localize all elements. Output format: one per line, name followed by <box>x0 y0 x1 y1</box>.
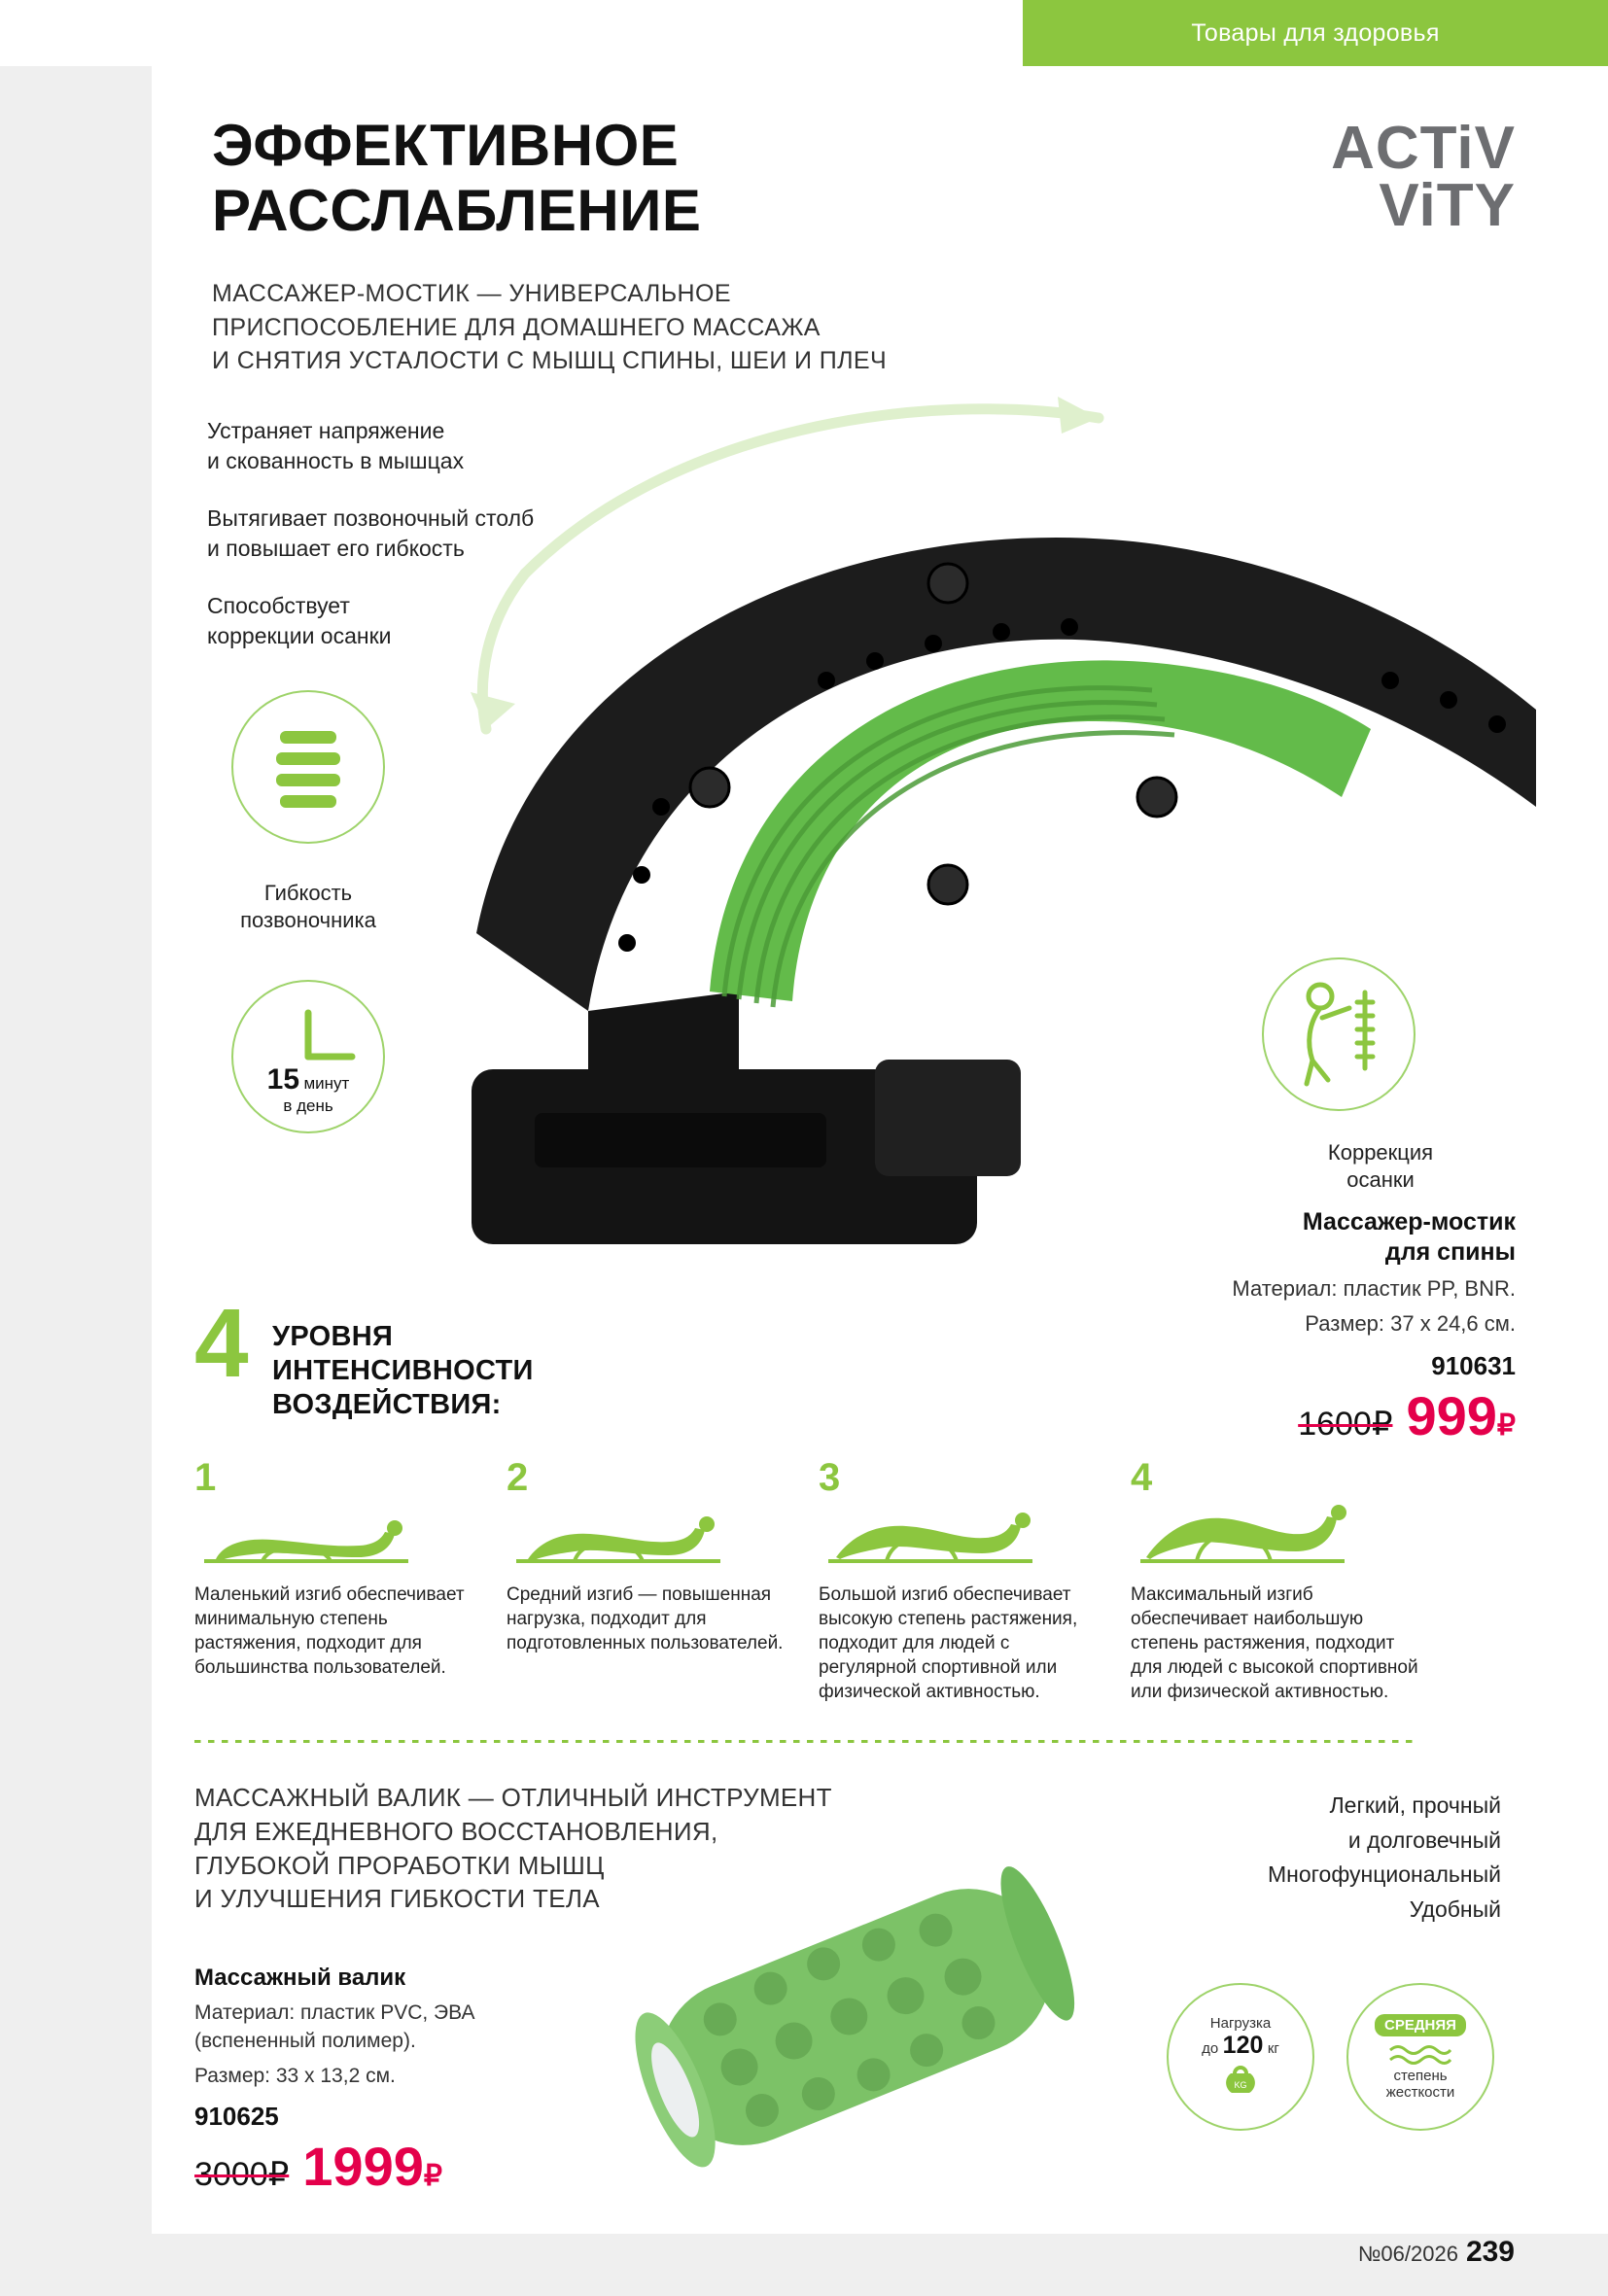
feature-item: Удобный <box>1409 1896 1501 1922</box>
currency-symbol: ₽ <box>1496 1409 1516 1443</box>
roller-product-photo <box>583 1808 1128 2226</box>
level-description: Средний изгиб — повышенная нагрузка, подходит для подготовленных пользователей. <box>507 1584 784 1654</box>
posture-correction-caption: Коррекция осанки <box>1327 1140 1434 1192</box>
brand-line-1: ACTiV <box>1331 115 1516 182</box>
roller-features <box>1093 1789 1501 1928</box>
section-divider <box>194 1740 1417 1743</box>
product-size: Размер: 37 x 24,6 см. <box>1305 1311 1516 1337</box>
product-article: 910631 <box>1431 1351 1516 1381</box>
level-number: 3 <box>819 1456 841 1499</box>
page-title <box>212 113 701 243</box>
spine-flexibility-badge <box>231 690 385 844</box>
time-period: в день <box>283 1096 333 1115</box>
new-price: 999₽ <box>1406 1385 1516 1447</box>
product-title: Массажер-мостик для спины <box>1302 1208 1516 1267</box>
time-unit: минут <box>303 1074 350 1093</box>
level-figure-icon <box>194 1499 483 1569</box>
level-description: Максимальный изгиб обеспечивает наибольшую степень растяжения, подходит для людей с высокой спортивной или физической активностью. <box>1131 1584 1418 1703</box>
benefit-item: Устраняет напряжение и скованность в мышцах <box>207 418 465 474</box>
load-capacity-badge <box>1167 1983 1314 2131</box>
category-tab: Товары для здоровья <box>1023 0 1608 66</box>
level-item <box>507 1458 795 1704</box>
subtitle-line-3: И СНЯТИЯ УСТАЛОСТИ С МЫШЦ СПИНЫ, ШЕИ И ПЛЕЧ <box>212 347 888 374</box>
product-material: Материал: пластик PP, BNR. <box>1232 1275 1516 1301</box>
product-title: Массажный валик <box>194 1965 406 1991</box>
time-value: 15 <box>266 1063 300 1096</box>
currency-symbol: ₽ <box>423 2160 442 2193</box>
issue-number: №06/2026 <box>1357 2242 1458 2266</box>
old-price: 3000₽ <box>194 2156 290 2194</box>
title-line-2: РАССЛАБЛЕНИЕ <box>212 178 702 244</box>
daily-time-badge <box>231 980 385 1133</box>
level-item <box>194 1458 483 1704</box>
subtitle-line-2: ПРИСПОСОБЛЕНИЕ ДЛЯ ДОМАШНЕГО МАССАЖА <box>212 313 821 341</box>
brand-line-2: ViTY <box>1379 171 1516 239</box>
feature-item: Многофунциональный <box>1268 1861 1501 1888</box>
page-number: 239 <box>1465 2236 1515 2268</box>
product-size: Размер: 33 x 13,2 см. <box>194 2064 396 2087</box>
level-item <box>1131 1458 1419 1704</box>
stiffness-line-1: степень <box>1393 2067 1448 2084</box>
wave-icon <box>1386 2042 1454 2068</box>
level-item <box>819 1458 1107 1704</box>
level-figure-icon <box>507 1499 795 1569</box>
level-figure-icon <box>819 1499 1107 1569</box>
price-row <box>1059 1385 1516 1447</box>
feature-item: и долговечный <box>1347 1826 1501 1853</box>
benefit-item: Вытягивает позвоночный столб и повышает его гибкость <box>207 505 535 562</box>
stiffness-line-2: жесткости <box>1385 2083 1455 2101</box>
stiffness-level: СРЕДНЯЯ <box>1375 2014 1466 2036</box>
load-unit: кг <box>1267 2040 1279 2057</box>
product-article: 910625 <box>194 2102 279 2132</box>
load-prefix: до <box>1202 2040 1219 2057</box>
levels-list <box>194 1458 1419 1704</box>
roller-heading: МАССАЖНЫЙ ВАЛИК — ОТЛИЧНЫЙ ИНСТРУМЕНТ ДЛЯ ЕЖЕДНЕВНОГО ВОССТАНОВЛЕНИЯ, ГЛУБОКОЙ ПРОРАБОТКИ МЫШЦ И УЛУЧШЕНИЯ ГИБКОСТИ ТЕЛА <box>194 1783 832 1914</box>
brand-logo <box>1331 115 1516 239</box>
posture-correction-badge <box>1262 957 1416 1111</box>
levels-heading: УРОВНЯ ИНТЕНСИВНОСТИ ВОЗДЕЙСТВИЯ: <box>272 1321 534 1420</box>
subtitle-line-1: МАССАЖЕР-МОСТИК — УНИВЕРСАЛЬНОЕ <box>212 280 731 307</box>
spine-flexibility-caption: Гибкость позвоночника <box>240 881 376 932</box>
svg-text:KG: KG <box>1234 2080 1247 2090</box>
product-info-massager <box>1059 1207 1516 1447</box>
level-number: 1 <box>194 1456 217 1499</box>
top-band <box>0 0 1608 66</box>
level-description: Большой изгиб обеспечивает высокую степень растяжения, подходит для людей с регулярной спортивной или физической активностью. <box>819 1584 1078 1703</box>
load-title: Нагрузка <box>1209 2015 1272 2032</box>
new-price: 1999₽ <box>302 2136 442 2198</box>
level-figure-icon <box>1131 1499 1419 1569</box>
levels-count: 4 <box>194 1289 249 1398</box>
stiffness-badge <box>1346 1983 1494 2131</box>
product-material: Материал: пластик PVC, ЭВА (вспененный полимер). <box>194 2001 475 2053</box>
page-subtitle <box>212 277 887 378</box>
feature-item: Легкий, прочный <box>1329 1792 1501 1818</box>
price-row <box>194 2136 651 2198</box>
load-value: 120 <box>1222 2032 1264 2059</box>
title-line-1: ЭФФЕКТИВНОЕ <box>212 113 680 178</box>
product-info-roller <box>194 1964 651 2198</box>
footer <box>1358 2236 1515 2269</box>
level-number: 2 <box>507 1456 529 1499</box>
old-price: 1600₽ <box>1298 1406 1393 1444</box>
level-number: 4 <box>1131 1456 1153 1499</box>
level-description: Маленький изгиб обеспечивает минимальную степень растяжения, подходит для большинства пользователей. <box>194 1584 465 1679</box>
kettlebell-icon <box>1221 2060 1260 2099</box>
benefit-item: Способствует коррекции осанки <box>207 593 392 649</box>
